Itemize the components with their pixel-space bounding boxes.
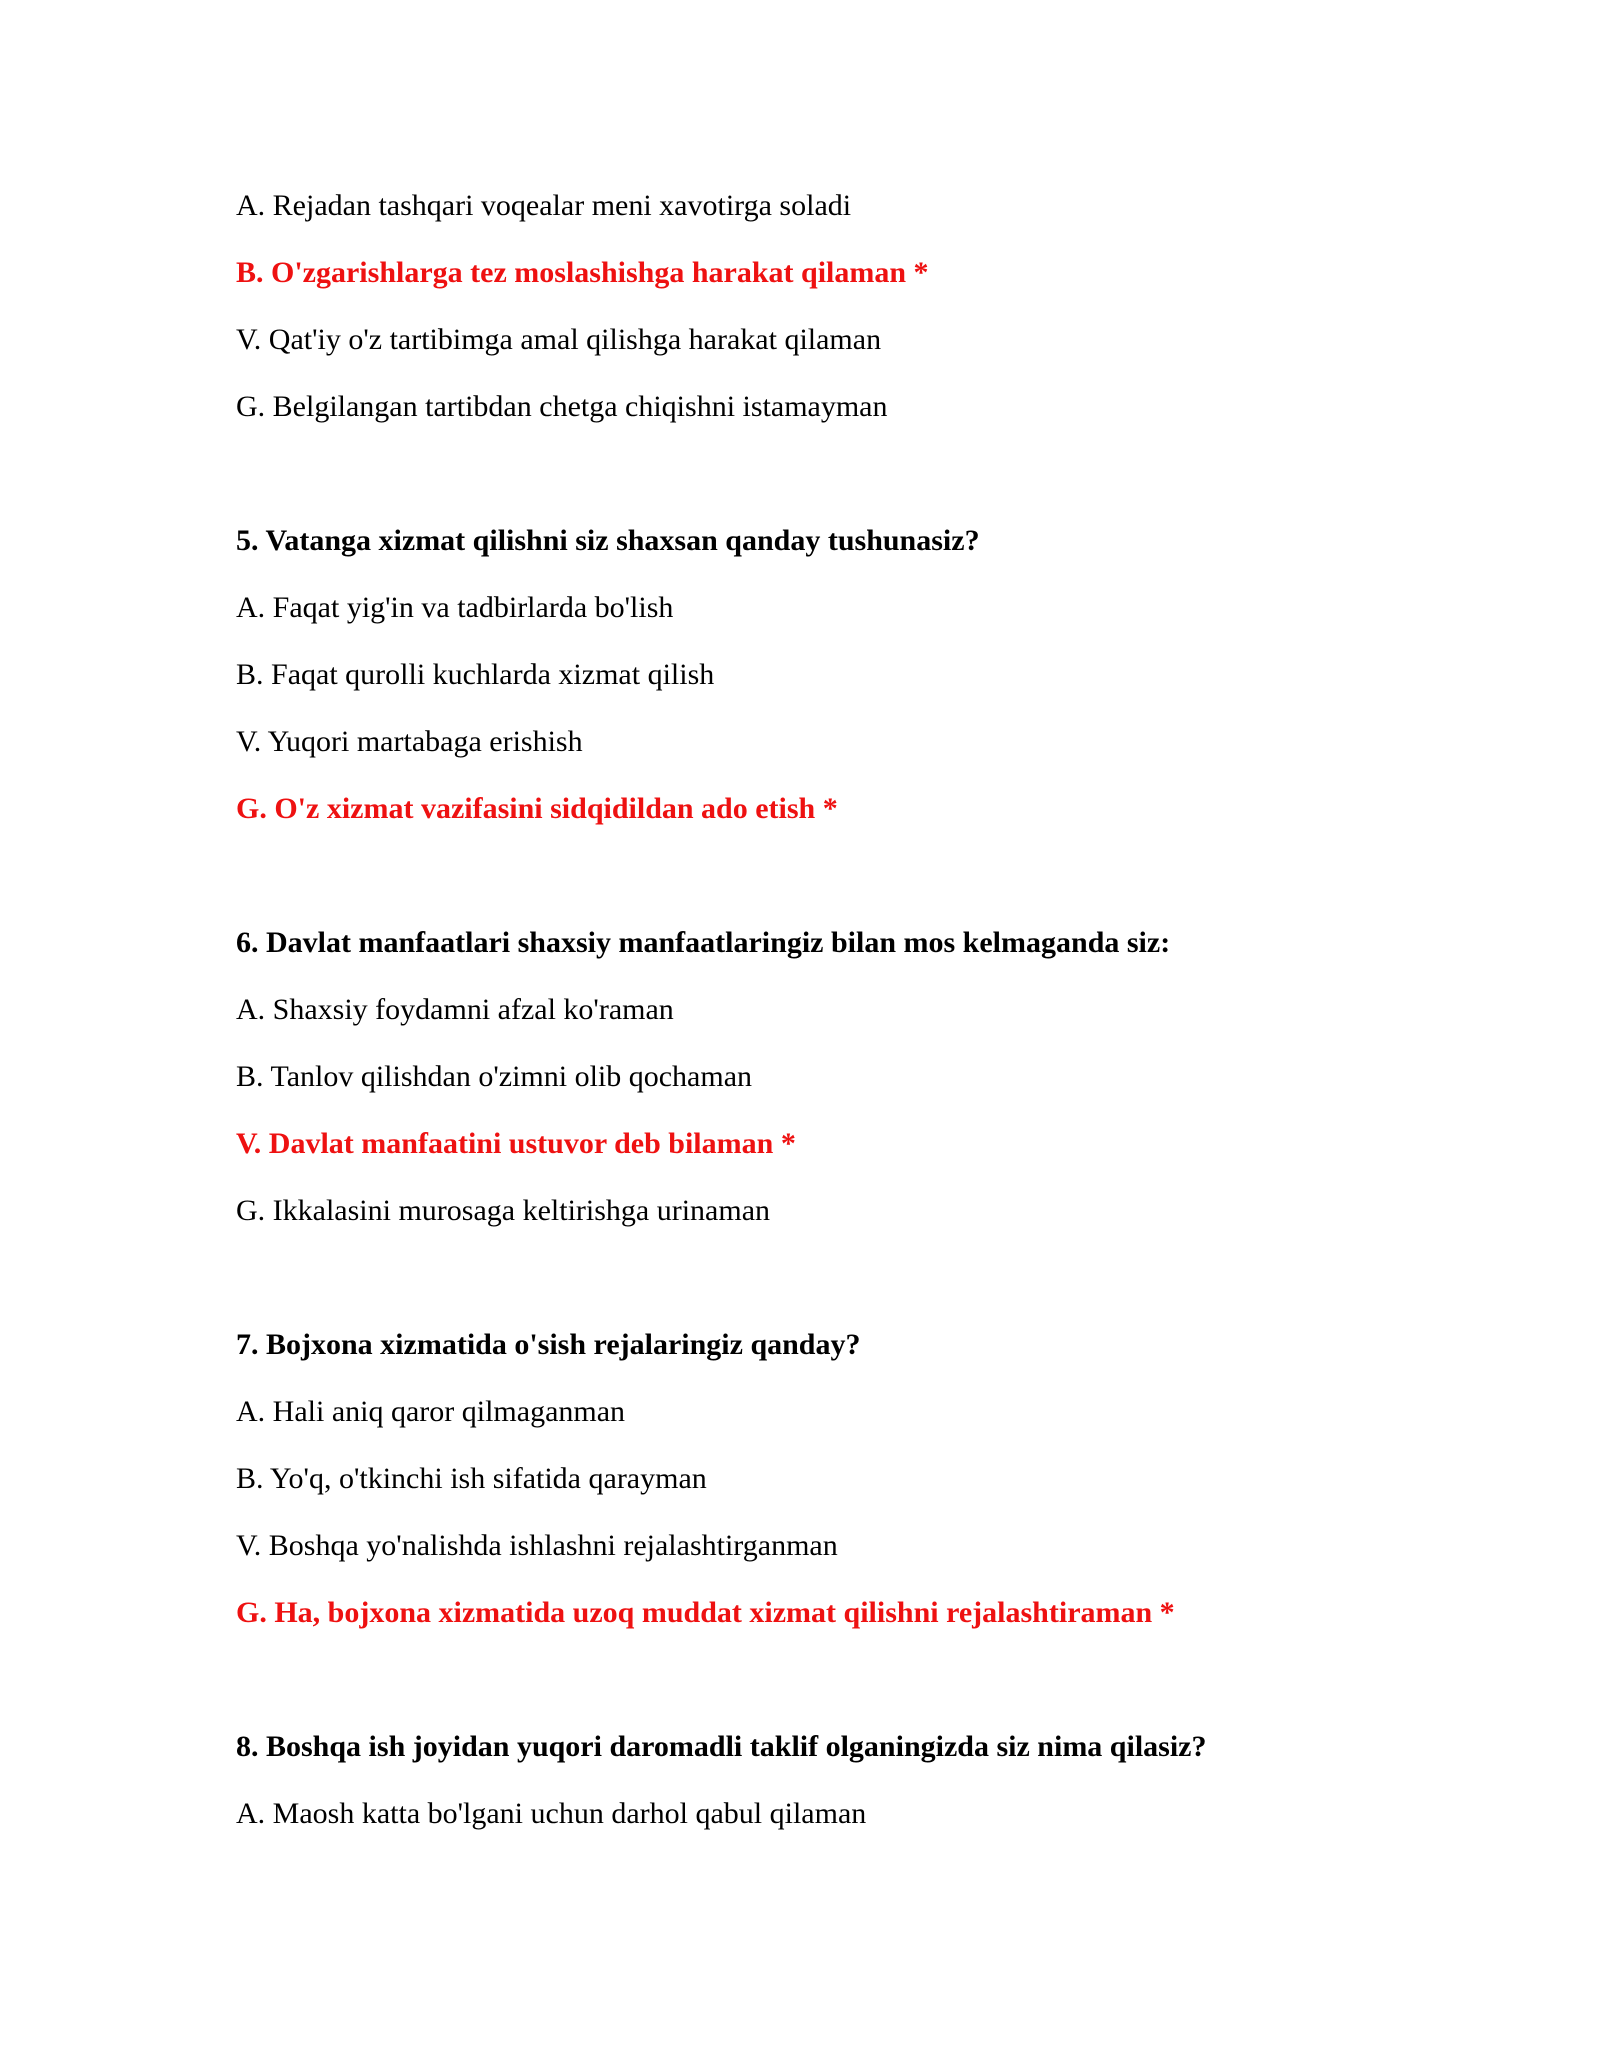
answer-option: A. Hali aniq qaror qilmaganman	[236, 1395, 626, 1428]
question-6-title: 6. Davlat manfaatlari shaxsiy manfaatlaringiz bilan mos kelmaganda siz:	[236, 926, 1171, 959]
answer-option: A. Rejadan tashqari voqealar meni xavotirga soladi	[236, 189, 852, 222]
question-7-title: 7. Bojxona xizmatida o'sish rejalaringiz qanday?	[236, 1328, 861, 1361]
answer-option: G. Ikkalasini murosaga keltirishga urinaman	[236, 1194, 771, 1227]
answer-option: A. Faqat yig'in va tadbirlarda bo'lish	[236, 591, 674, 624]
question-8-title: 8. Boshqa ish joyidan yuqori daromadli taklif olganingizda siz nima qilasiz?	[236, 1730, 1207, 1763]
correct-answer-option: G. O'z xizmat vazifasini sidqidildan ado etish *	[236, 792, 838, 825]
answer-option: B. Faqat qurolli kuchlarda xizmat qilish	[236, 658, 715, 691]
answer-option: G. Belgilangan tartibdan chetga chiqishni istamayman	[236, 390, 888, 423]
answer-option: B. Yo'q, o'tkinchi ish sifatida qarayman	[236, 1462, 707, 1495]
answer-option: V. Qat'iy o'z tartibimga amal qilishga harakat qilaman	[236, 323, 882, 356]
correct-answer-option: G. Ha, bojxona xizmatida uzoq muddat xizmat qilishni rejalashtiraman *	[236, 1596, 1175, 1629]
correct-answer-option: V. Davlat manfaatini ustuvor deb bilaman *	[236, 1127, 796, 1160]
correct-answer-option: B. O'zgarishlarga tez moslashishga harakat qilaman *	[236, 256, 929, 289]
answer-option: B. Tanlov qilishdan o'zimni olib qochaman	[236, 1060, 753, 1093]
answer-option: A. Shaxsiy foydamni afzal ko'raman	[236, 993, 674, 1026]
question-5-title: 5. Vatanga xizmat qilishni siz shaxsan qanday tushunasiz?	[236, 524, 980, 557]
answer-option: V. Boshqa yo'nalishda ishlashni rejalashtirganman	[236, 1529, 838, 1562]
answer-option: A. Maosh katta bo'lgani uchun darhol qabul qilaman	[236, 1797, 867, 1830]
answer-option: V. Yuqori martabaga erishish	[236, 725, 583, 758]
